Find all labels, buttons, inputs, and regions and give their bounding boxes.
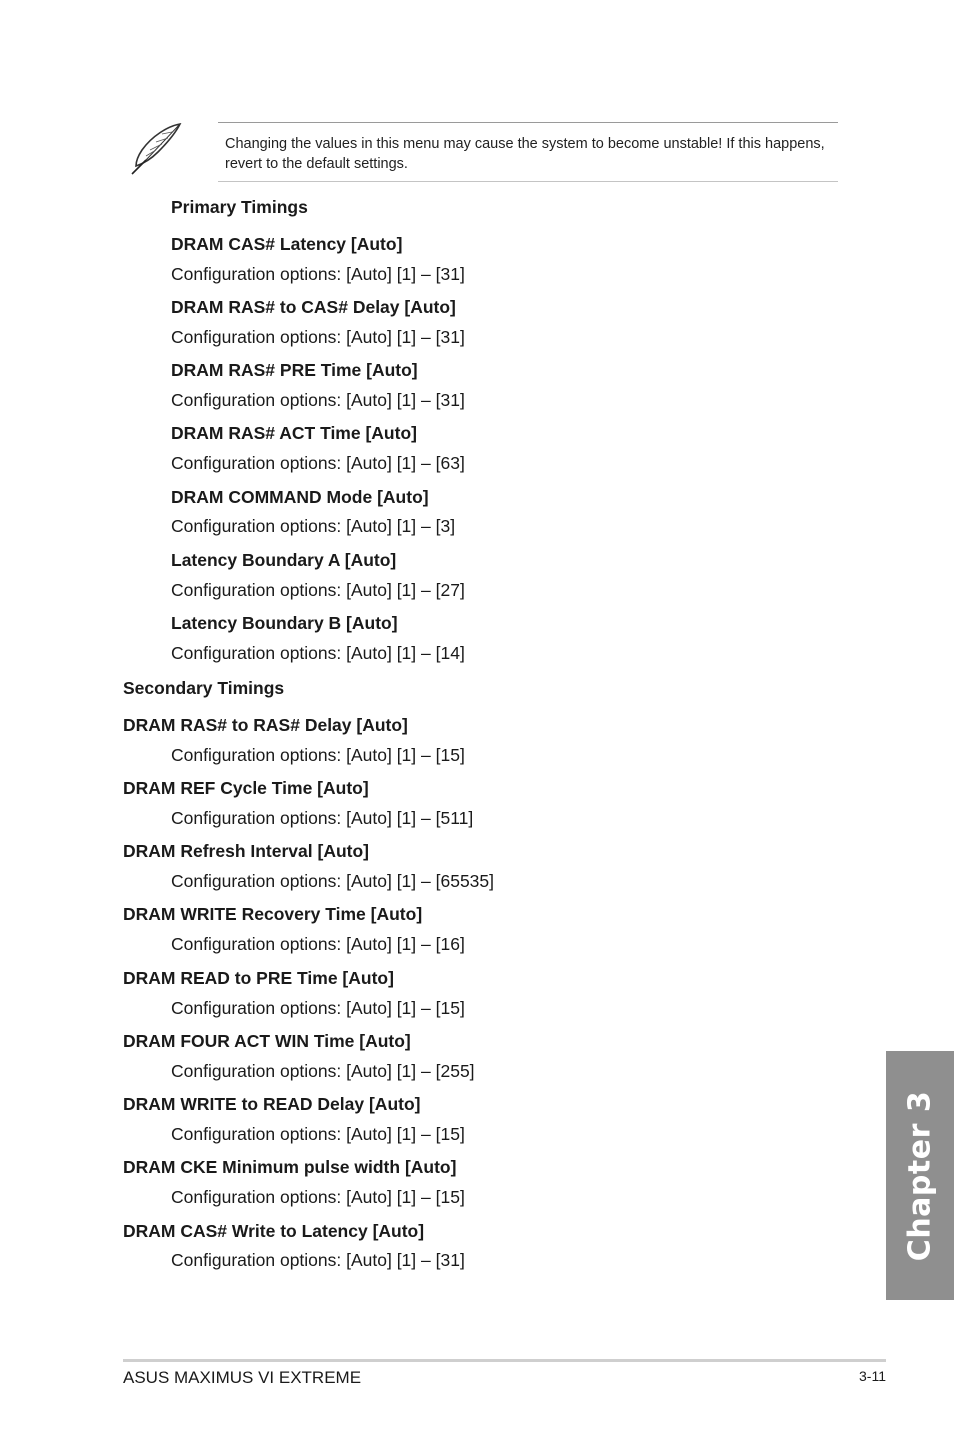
chapter-tab-label: Chapter 3 bbox=[902, 1090, 938, 1261]
item-title: DRAM RAS# PRE Time [Auto] bbox=[171, 360, 418, 380]
item-title: DRAM REF Cycle Time [Auto] bbox=[123, 778, 369, 798]
secondary-timings-heading: Secondary Timings bbox=[123, 678, 285, 698]
item-options: Configuration options: [Auto] [1] – [31] bbox=[171, 1250, 465, 1270]
item-title: DRAM WRITE Recovery Time [Auto] bbox=[123, 904, 423, 924]
item-options: Configuration options: [Auto] [1] – [15] bbox=[171, 745, 465, 765]
item-title: DRAM RAS# to CAS# Delay [Auto] bbox=[171, 297, 456, 317]
item-options: Configuration options: [Auto] [1] – [511] bbox=[171, 808, 474, 828]
feather-pen-icon bbox=[128, 120, 186, 176]
item-options: Configuration options: [Auto] [1] – [14] bbox=[171, 643, 465, 663]
item-title: DRAM COMMAND Mode [Auto] bbox=[171, 487, 429, 507]
footer-page-number: 3-11 bbox=[859, 1368, 886, 1384]
caution-note-text: Changing the values in this menu may cause the system to become unstable! If this happens, revert to the default settings. bbox=[225, 136, 825, 172]
item-options: Configuration options: [Auto] [1] – [15] bbox=[171, 1124, 465, 1144]
item-title: Latency Boundary A [Auto] bbox=[171, 550, 397, 570]
item-title: DRAM Refresh Interval [Auto] bbox=[123, 841, 369, 861]
item-options: Configuration options: [Auto] [1] – [15] bbox=[171, 1187, 465, 1207]
item-title: DRAM CAS# Latency [Auto] bbox=[171, 234, 403, 254]
caution-note bbox=[218, 122, 838, 182]
item-options: Configuration options: [Auto] [1] – [27] bbox=[171, 580, 465, 600]
item-options: Configuration options: [Auto] [1] – [31] bbox=[171, 390, 465, 410]
item-options: Configuration options: [Auto] [1] – [31] bbox=[171, 264, 465, 284]
footer-product-name: ASUS MAXIMUS VI EXTREME bbox=[123, 1368, 362, 1387]
item-options: Configuration options: [Auto] [1] – [31] bbox=[171, 327, 465, 347]
item-options: Configuration options: [Auto] [1] – [255] bbox=[171, 1061, 475, 1081]
item-title: Latency Boundary B [Auto] bbox=[171, 613, 398, 633]
item-options: Configuration options: [Auto] [1] – [15] bbox=[171, 998, 465, 1018]
item-options: Configuration options: [Auto] [1] – [63] bbox=[171, 453, 465, 473]
item-title: DRAM CKE Minimum pulse width [Auto] bbox=[123, 1157, 457, 1177]
footer-divider bbox=[123, 1359, 886, 1362]
item-title: DRAM FOUR ACT WIN Time [Auto] bbox=[123, 1031, 411, 1051]
item-title: DRAM RAS# to RAS# Delay [Auto] bbox=[123, 715, 408, 735]
chapter-tab bbox=[886, 1051, 954, 1300]
primary-timings-heading: Primary Timings bbox=[171, 197, 308, 217]
item-title: DRAM WRITE to READ Delay [Auto] bbox=[123, 1094, 421, 1114]
item-title: DRAM CAS# Write to Latency [Auto] bbox=[123, 1221, 425, 1241]
item-options: Configuration options: [Auto] [1] – [16] bbox=[171, 934, 465, 954]
item-options: Configuration options: [Auto] [1] – [65535] bbox=[171, 871, 494, 891]
item-title: DRAM RAS# ACT Time [Auto] bbox=[171, 423, 417, 443]
item-title: DRAM READ to PRE Time [Auto] bbox=[123, 968, 394, 988]
item-options: Configuration options: [Auto] [1] – [3] bbox=[171, 516, 456, 536]
